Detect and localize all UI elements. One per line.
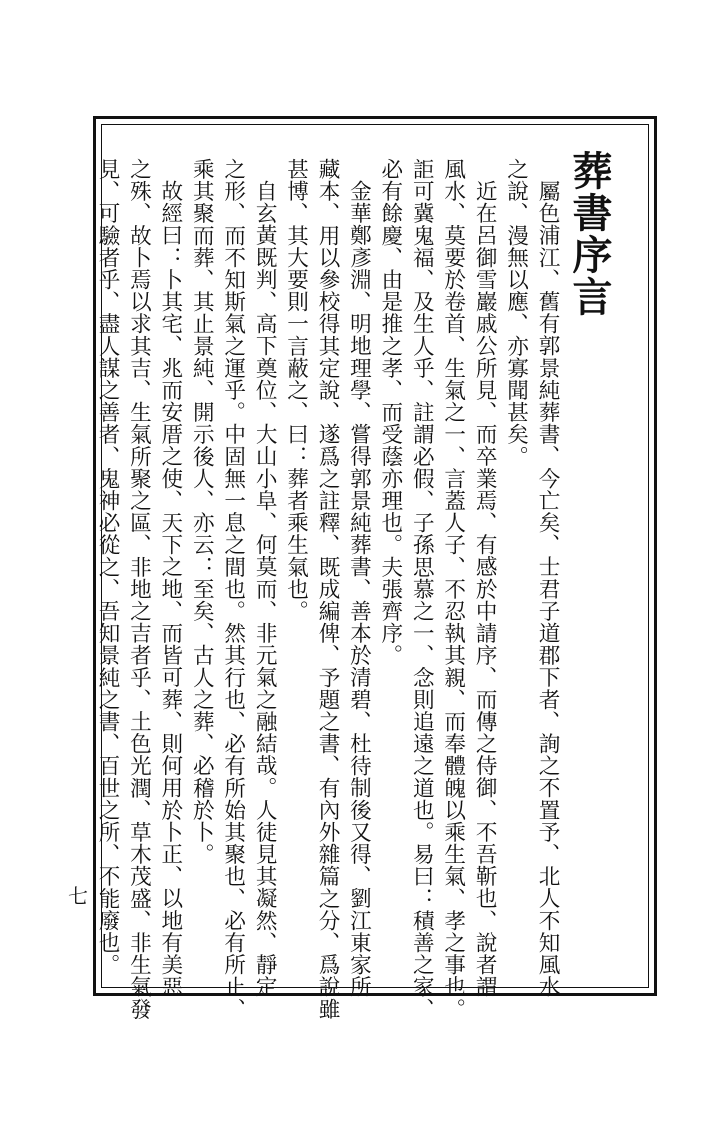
document-title: 葬書序言 [566,150,613,318]
text-column-12: 乘其聚而葬、其止景純、開示後人、亦云：至矣、古人之葬、必稽於卜。 [189,158,215,866]
text-column-6: 必有餘慶、由是推之孝、而受蔭亦理也。夫張齊序。 [377,158,403,667]
text-column-3: 近在呂御雪巖戚公所見、而卒業焉、有感於中請序、而傳之侍御、不吾靳也、說者謂 [472,180,498,998]
text-column-11: 之形、而不知斯氣之運乎。中固無一息之間也。然其行也、必有所始其聚也、必有所止、 [220,158,246,1020]
text-column-13: 故經曰：卜其宅、兆而安厝之使、天下之地、而皆可葬、則何用於卜正、以地有美惡 [157,180,183,998]
text-column-5: 詎可冀鬼福、及生人乎、註謂必假、子孫思慕之一、念則追遠之道也。易曰：積善之家、 [409,158,435,1020]
page-number: 七 [68,884,88,908]
text-column-10: 自玄黃既判、高下奠位、大山小阜、何莫而、非元氣之融結哉。人徒見其凝然、靜定 [252,180,278,998]
text-column-8: 藏本、用以參校得其定說、遂爲之註釋、既成編俾、予題之書、有內外雜篇之分、爲說雖 [315,158,340,1020]
text-column-4: 風水、莫要於卷首、生氣之一、言蓋人子、不忍執其親、而奉體魄以乘生氣、孝之事也。 [440,158,466,1020]
text-column-15: 見、可驗者乎、盡人謀之善者、鬼神必從之、吾知景純之書、百世之所、不能廢也。 [95,158,120,976]
text-column-7: 金華鄭彥淵、明地理學、嘗得郭景純葬書、善本於清碧、杜待制後又得、劉江東家所 [346,180,372,998]
text-column-1: 屬色浦江、舊有郭景純葬書、今亡矣、士君子道郡下者、詢之不置予、北人不知風水 [535,180,560,998]
text-column-2: 之說、漫無以應、亦寡聞甚矣。 [503,158,529,468]
text-column-9: 甚博、其大要則一言蔽之、曰：葬者乘生氣也。 [283,158,309,623]
text-column-14: 之殊、故卜焉以求其吉、生氣所聚之區、非地之吉者乎、土色光潤、草木茂盛、非生氣發 [126,158,152,1020]
